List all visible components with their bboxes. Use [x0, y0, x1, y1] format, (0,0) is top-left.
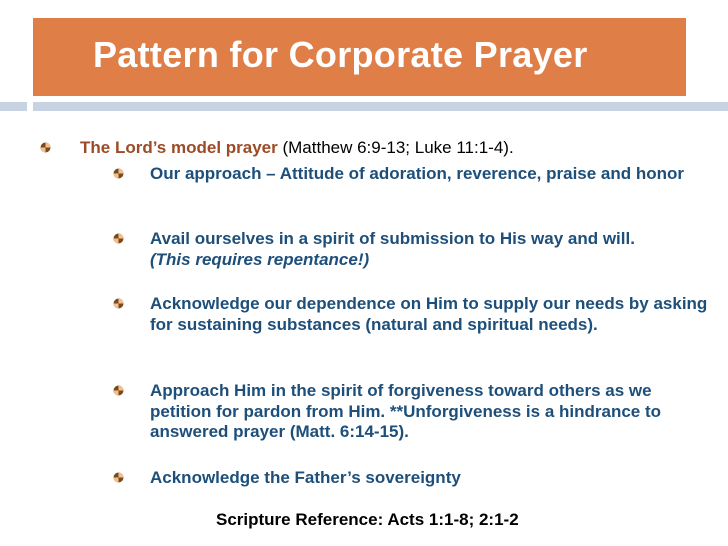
scripture-reference: Scripture Reference: Acts 1:1-8; 2:1-2 — [216, 510, 519, 529]
sub-bullet-text: Approach Him in the spirit of forgiveness toward others as we petition for pardon from Him. **Unforgiveness is a hindrance to answered prayer (Matt. 6:14-15). — [150, 381, 662, 441]
sub-bullet-text: Acknowledge our dependence on Him to supply our needs by asking for sustaining substances (natural and spiritual needs). — [150, 294, 708, 334]
bullet-icon — [113, 168, 124, 179]
main-bullet-reference: (Matthew 6:9-13; Luke 11:1-4). — [277, 138, 514, 157]
bullet-icon — [113, 233, 124, 244]
main-bullet — [80, 138, 514, 158]
sub-bullet-forgiveness — [150, 381, 710, 443]
sub-bullet-italic-note: (This requires repentance!) — [150, 249, 370, 269]
divider-left — [0, 102, 27, 111]
sub-bullet-submission — [150, 229, 710, 270]
sub-bullet-sovereignty — [150, 468, 710, 489]
sub-bullet-dependence — [150, 294, 710, 335]
main-bullet-highlight: The Lord’s model prayer — [80, 138, 278, 157]
sub-bullet-text: Avail ourselves in a spirit of submission to His way and will. — [150, 229, 635, 248]
sub-bullet-text: Acknowledge the Father’s sovereignty — [150, 468, 461, 487]
sub-bullet-approach — [150, 164, 710, 185]
bullet-icon — [40, 142, 51, 153]
sub-bullet-text: Our approach – Attitude of adoration, reverence, praise and honor — [150, 164, 685, 183]
bullet-icon — [113, 472, 124, 483]
bullet-icon — [113, 298, 124, 309]
bullet-icon — [113, 385, 124, 396]
slide-title: Pattern for Corporate Prayer — [93, 34, 588, 75]
divider-right — [33, 102, 728, 111]
